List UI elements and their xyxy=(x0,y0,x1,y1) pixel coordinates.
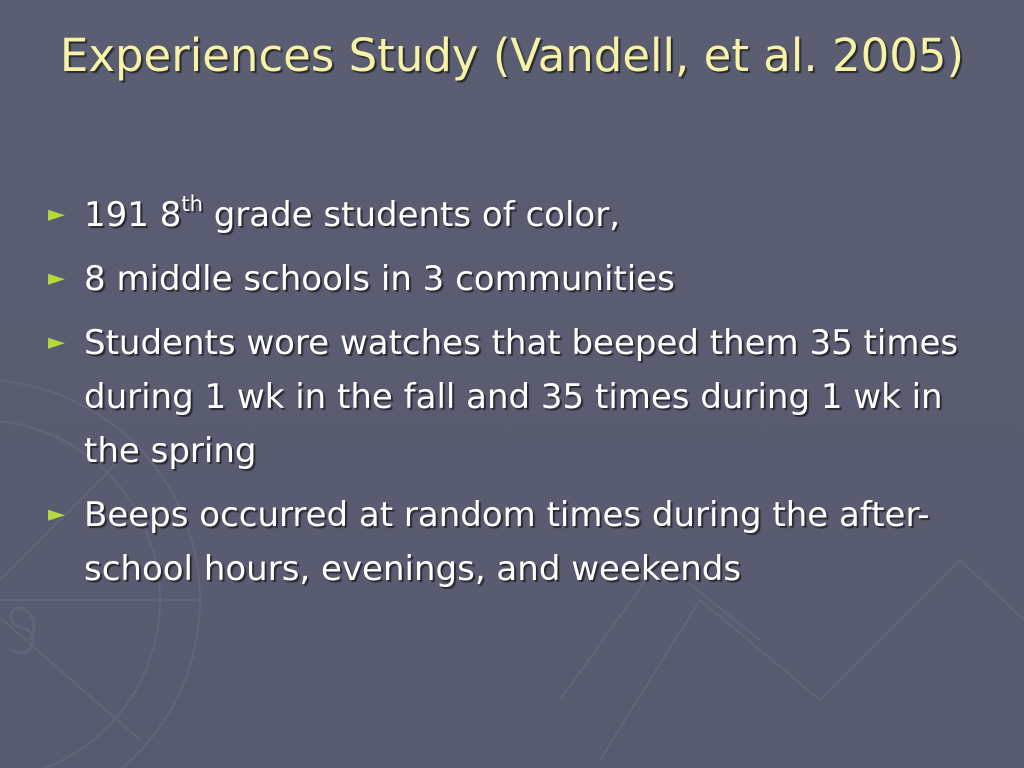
bullet-item xyxy=(48,316,988,478)
bullet-text xyxy=(84,188,620,242)
bullet-arrow-icon: ► xyxy=(48,502,65,527)
slide-title: Experiences Study (Vandell, et al. 2005) xyxy=(59,29,965,82)
bullet-arrow-icon: ► xyxy=(48,202,65,227)
bullet-text-part: 191 8 xyxy=(84,195,182,235)
bullet-item xyxy=(48,188,988,242)
ordinal-superscript: th xyxy=(181,192,203,216)
bullet-item xyxy=(48,252,988,306)
bullet-arrow-icon: ► xyxy=(48,266,65,291)
bullet-list xyxy=(48,188,988,606)
bullet-text: Beeps occurred at random times during the after-school hours, evenings, and weekends xyxy=(84,495,930,589)
bullet-text: Students wore watches that beeped them 35 times during 1 wk in the fall and 35 times during 1 wk in the spring xyxy=(84,323,959,471)
bullet-item xyxy=(48,488,988,596)
bullet-text: 8 middle schools in 3 communities xyxy=(84,259,675,299)
bullet-text-part: grade students of color, xyxy=(202,195,621,235)
bullet-arrow-icon: ► xyxy=(48,330,65,355)
